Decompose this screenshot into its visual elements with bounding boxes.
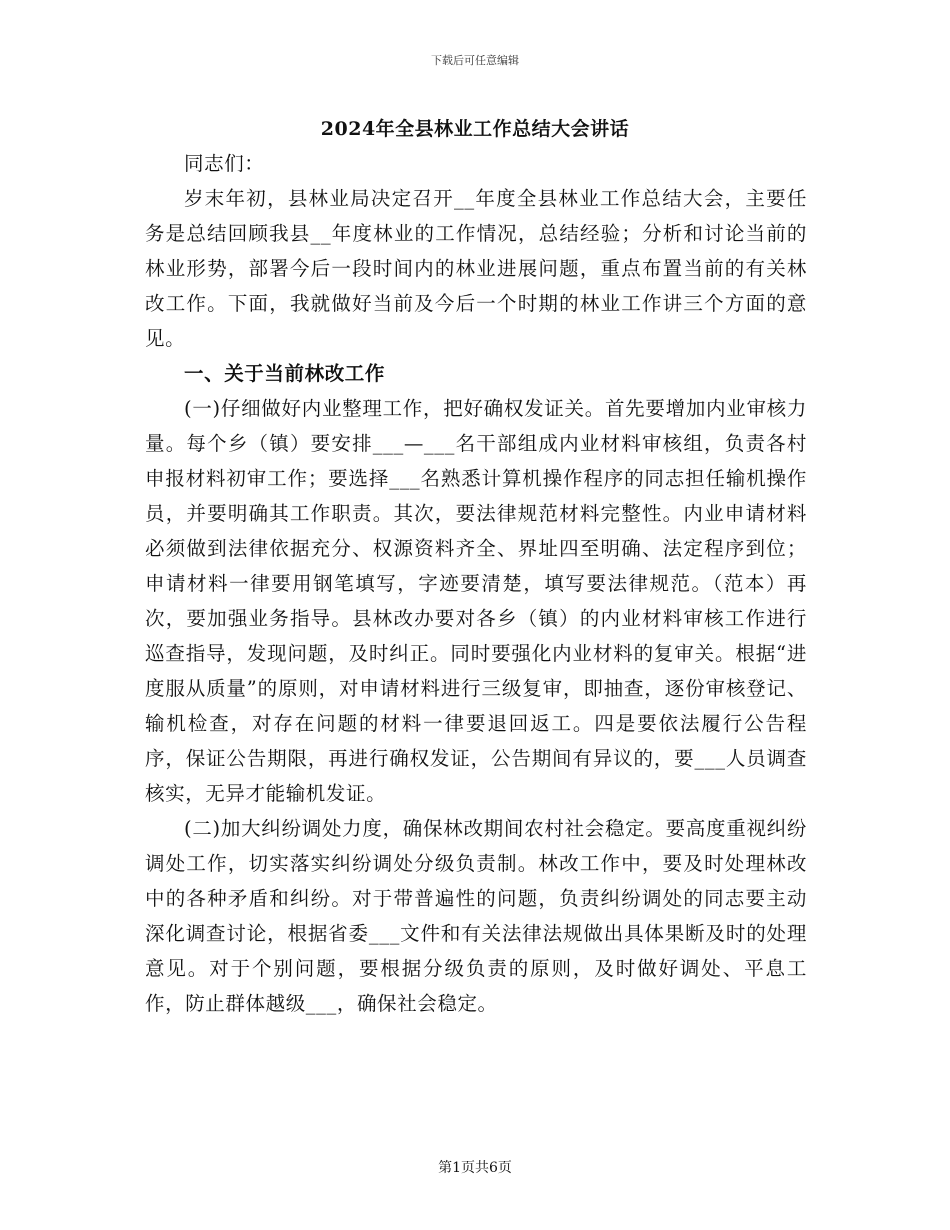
section-heading-1: 一、关于当前林改工作 bbox=[184, 362, 386, 385]
salutation: 同志们： bbox=[184, 152, 265, 175]
document-title: 2024年全县林业工作总结大会讲话 bbox=[320, 118, 630, 140]
intro-paragraph: 岁末年初，县林业局决定召开__年度全县林业工作总结大会，主要任务是总结回顾我县__年度林业的工作情况，总结经验；分析和讨论当前的林业形势，部署今后一段时间内的林业进展问题，重点布置当前的有关林改工作。下面，我就做好当前及今后一个时期的林业工作讲三个方面的意见。 bbox=[145, 187, 807, 350]
section1-paragraph-2: (二)加大纠纷调处力度，确保林改期间农村社会稳定。要高度重视纠纷调处工作，切实落实纠纷调处分级负责制。林改工作中，要及时处理林改中的各种矛盾和纠纷。对于带普遍性的问题，负责纠纷调处的同志要主动深化调查讨论，根据省委___文件和有关法律法规做出具体果断及时的处理意见。对于个别问题，要根据分级负责的原则，及时做好调处、平息工作，防止群体越级___，确保社会稳定。 bbox=[145, 817, 807, 1015]
header-note: 下载后可任意编辑 bbox=[431, 54, 519, 67]
section1-paragraph-1: (一)仔细做好内业整理工作，把好确权发证关。首先要增加内业审核力量。每个乡（镇）要安排___—___名干部组成内业材料审核组，负责各村申报材料初审工作；要选择___名熟悉计算机操作程序的同志担任输机操作员，并要明确其工作职责。其次，要法律规范材料完整性。内业申请材料必须做到法律依据充分、权源资料齐全、界址四至明确、法定程序到位；申请材料一律要用钢笔填写，字迹要清楚，填写要法律规范。（范本）再次，要加强业务指导。县林改办要对各乡（镇）的内业材料审核工作进行巡查指导，发现问题，及时纠正。同时要强化内业材料的复审关。根据“进度服从质量”的原则，对申请材料进行三级复审，即抽查，逐份审核登记、输机检查，对存在问题的材料一律要退回返工。四是要依法履行公告程序，保证公告期限，再进行确权发证，公告期间有异议的，要___人员调查核实，无异才能输机发证。 bbox=[145, 397, 807, 805]
document-body bbox=[145, 146, 807, 1021]
page-indicator: 第1页共6页 bbox=[438, 1160, 512, 1176]
